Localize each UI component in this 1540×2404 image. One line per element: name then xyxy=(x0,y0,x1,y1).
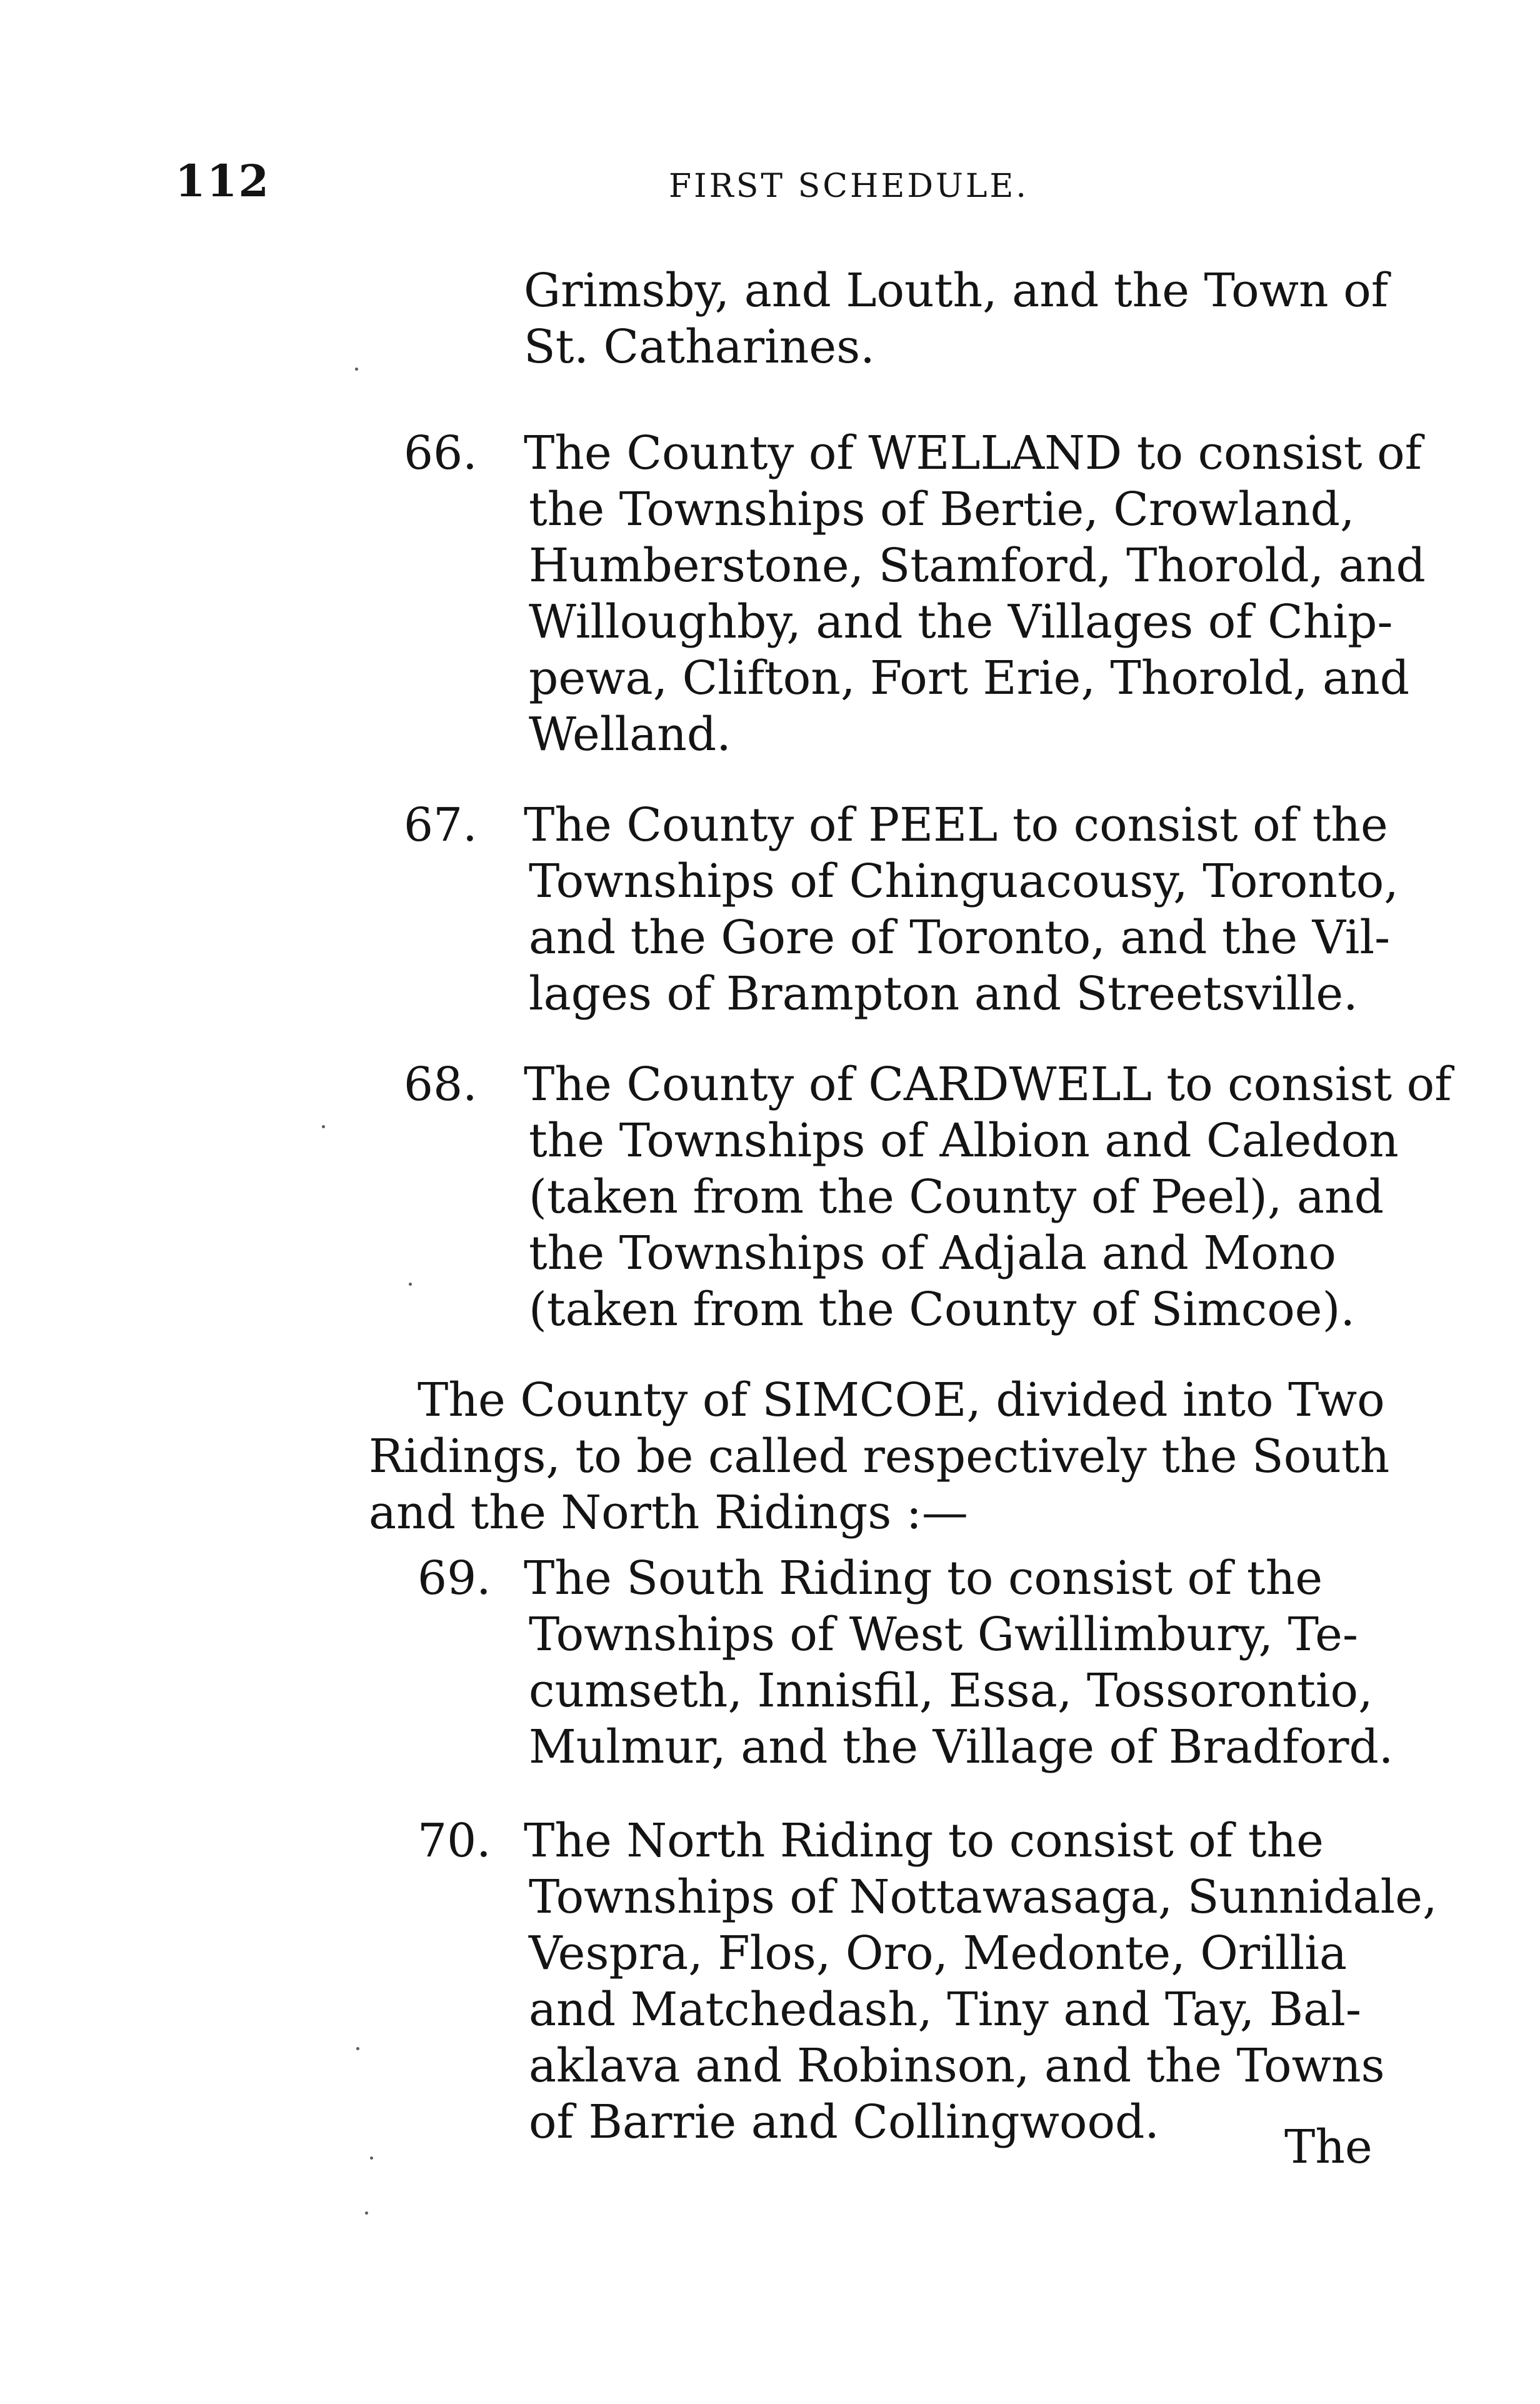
text-line: lages of Brampton and Streetsville. xyxy=(529,967,1358,1021)
text-line: Ridings, to be called respectively the South xyxy=(369,1430,1390,1483)
entry-number: 70. xyxy=(418,1814,491,1868)
scan-speck xyxy=(356,2047,359,2050)
text-line: Townships of Chinguacousy, Toronto, xyxy=(529,854,1399,908)
text-line: and the North Ridings :— xyxy=(369,1486,968,1540)
text-line: pewa, Clifton, Fort Erie, Thorold, and xyxy=(529,651,1410,705)
text-line: The North Riding to consist of the xyxy=(524,1814,1324,1868)
text-line: Mulmur, and the Village of Bradford. xyxy=(529,1720,1394,1774)
text-line: Townships of West Gwillimbury, Te- xyxy=(529,1608,1358,1661)
entry-number: 68. xyxy=(404,1058,478,1111)
scan-speck xyxy=(322,1125,325,1128)
text-line: The County of CARDWELL to consist of xyxy=(524,1058,1452,1111)
text-line: cumseth, Innisfil, Essa, Tossorontio, xyxy=(529,1664,1373,1718)
text-line: St. Catharines. xyxy=(524,320,875,374)
text-line: (taken from the County of Peel), and xyxy=(529,1170,1384,1224)
running-head: FIRST SCHEDULE. xyxy=(669,168,1029,205)
text-line: The South Riding to consist of the xyxy=(524,1551,1323,1605)
text-line: The County of PEEL to consist of the xyxy=(524,798,1388,852)
scan-speck xyxy=(409,1283,412,1286)
text-line: Humberstone, Stamford, Thorold, and xyxy=(529,539,1426,593)
text-line: the Townships of Adjala and Mono xyxy=(529,1226,1336,1280)
text-line: Willoughby, and the Villages of Chip- xyxy=(529,595,1393,649)
page-number: 112 xyxy=(175,155,271,207)
text-line: Townships of Nottawasaga, Sunnidale, xyxy=(529,1870,1438,1924)
scan-speck xyxy=(370,2156,373,2160)
text-line: aklava and Robinson, and the Towns xyxy=(529,2039,1385,2093)
text-line: the Townships of Albion and Caledon xyxy=(529,1114,1399,1168)
text-line: of Barrie and Collingwood. xyxy=(529,2095,1159,2149)
text-line: The County of SIMCOE, divided into Two xyxy=(418,1373,1385,1427)
text-line: The County of WELLAND to consist of xyxy=(524,426,1422,480)
text-line: Vespra, Flos, Oro, Medonte, Orillia xyxy=(529,1926,1348,1980)
text-line: the Townships of Bertie, Crowland, xyxy=(529,483,1355,536)
entry-number: 66. xyxy=(404,426,478,480)
scan-speck xyxy=(365,2211,368,2215)
catchword: The xyxy=(1284,2120,1372,2174)
entry-number: 69. xyxy=(418,1551,491,1605)
text-line: Welland. xyxy=(529,708,731,761)
text-line: and Matchedash, Tiny and Tay, Bal- xyxy=(529,1983,1361,2036)
scan-speck xyxy=(355,368,358,371)
text-line: (taken from the County of Simcoe). xyxy=(529,1283,1355,1336)
entry-number: 67. xyxy=(404,798,478,852)
text-line: and the Gore of Toronto, and the Vil- xyxy=(529,911,1391,964)
text-line: Grimsby, and Louth, and the Town of xyxy=(524,264,1389,318)
